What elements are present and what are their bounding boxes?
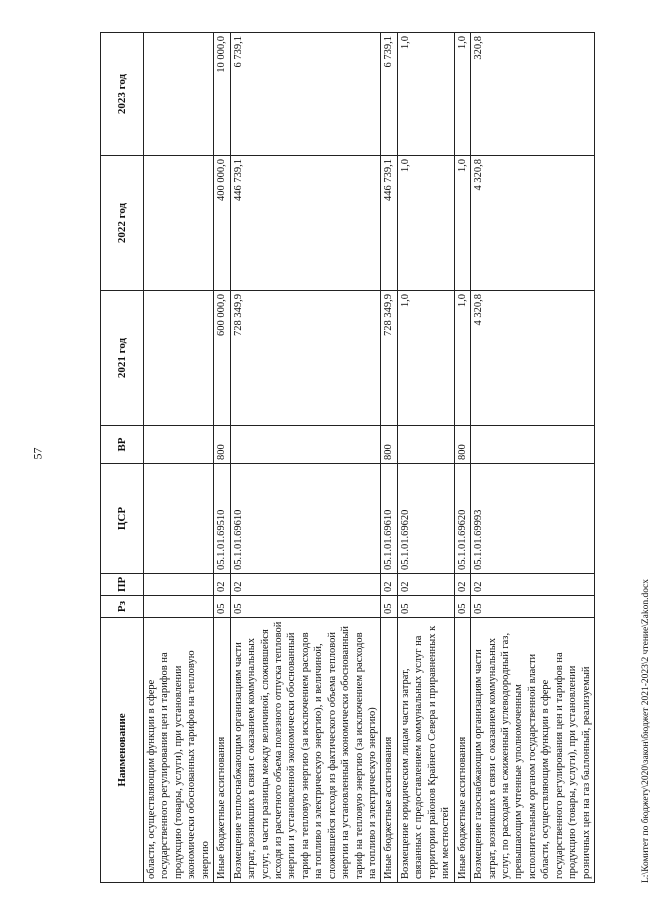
cell-csr: 05.1.01.69510 <box>214 464 230 574</box>
header-pr: ПР <box>101 574 144 596</box>
table-header-row <box>101 33 144 883</box>
cell-2021: 4 320,8 <box>471 291 595 426</box>
budget-table <box>100 32 595 883</box>
cell-csr: 05.1.01.69610 <box>381 464 397 574</box>
header-name: Наименование <box>101 618 144 883</box>
cell-rz: 05 <box>454 596 470 618</box>
cell-pr: 02 <box>454 574 470 596</box>
cell-vr: 800 <box>381 426 397 464</box>
cell-2022: 446 739,1 <box>381 156 397 291</box>
cell-name: Иные бюджетные ассигнования <box>214 618 230 883</box>
cell-rz: 05 <box>471 596 595 618</box>
header-2023: 2023 год <box>101 33 144 156</box>
rotated-table-container <box>100 33 651 883</box>
cell-csr: 05.1.01.69620 <box>454 464 470 574</box>
cell-2022: 1,0 <box>454 156 470 291</box>
cell-vr <box>230 426 381 464</box>
header-csr: ЦСР <box>101 464 144 574</box>
cell-2022 <box>144 156 214 291</box>
cell-pr: 02 <box>381 574 397 596</box>
cell-csr <box>144 464 214 574</box>
cell-rz: 05 <box>214 596 230 618</box>
cell-name: Иные бюджетные ассигнования <box>381 618 397 883</box>
cell-pr: 02 <box>397 574 454 596</box>
table-row <box>454 33 470 883</box>
cell-pr: 02 <box>214 574 230 596</box>
cell-2022: 1,0 <box>397 156 454 291</box>
table-row <box>381 33 397 883</box>
cell-vr: 800 <box>454 426 470 464</box>
cell-csr: 05.1.01.69620 <box>397 464 454 574</box>
cell-name: области, осуществляющим функции в сфере государственного регулирования цен и тарифов на продукцию (товары, услуги), при установлении экономически обоснованных тарифов на тепловую энергию <box>144 618 214 883</box>
header-rz: Рз <box>101 596 144 618</box>
cell-pr <box>144 574 214 596</box>
cell-name: Возмещение юридическим лицам части затрат, связанных с предоставлением коммунальных услуг на территории районов Крайнего Севера и приравненных к ним местностей <box>397 618 454 883</box>
cell-2023: 6 739,1 <box>381 33 397 156</box>
cell-vr <box>144 426 214 464</box>
table-row <box>471 33 595 883</box>
cell-vr: 800 <box>214 426 230 464</box>
cell-name: Возмещение теплоснабжающим организациям части затрат, возникших в связи с оказанием коммунальных услуг, в части разницы между величиной, сложившейся исходя из расчетного объема полезного отпуска тепловой энергии и установленной экономически обоснованный тариф на тепловую энергию (за исключением расходов на топливо и электрическую энергию), и величиной, сложившейся исходя из фактического объема тепловой энергии на установленный экономически обоснованный тариф на тепловую энергию (за исключением расходов на топливо и электрическую энергию) <box>230 618 381 883</box>
table-row <box>230 33 381 883</box>
cell-2023: 10 000,0 <box>214 33 230 156</box>
cell-pr: 02 <box>230 574 381 596</box>
cell-2023: 6 739,1 <box>230 33 381 156</box>
cell-name: Возмещение газоснабжающим организациям части затрат, возникших в связи с оказанием коммунальных услуг, по расходам на сжиженный углеводородный газ, превышающим учтенные уполномоченным исполнительным органом государственной власти области, осуществляющим функции в сфере государственного регулирования цен и тарифов на продукцию (товары, услуги), при установлении розничных цен на газ баллонный, реализуемый <box>471 618 595 883</box>
cell-2021: 600 000,0 <box>214 291 230 426</box>
table-row <box>214 33 230 883</box>
cell-2021 <box>144 291 214 426</box>
cell-2021: 1,0 <box>397 291 454 426</box>
cell-2023: 320,8 <box>471 33 595 156</box>
cell-2021: 1,0 <box>454 291 470 426</box>
cell-2021: 728 349,9 <box>381 291 397 426</box>
table-row <box>397 33 454 883</box>
header-vr: ВР <box>101 426 144 464</box>
cell-pr: 02 <box>471 574 595 596</box>
cell-csr: 05.1.01.69610 <box>230 464 381 574</box>
table-row <box>144 33 214 883</box>
cell-csr: 05.1.01.69993 <box>471 464 595 574</box>
page-number: 57 <box>30 447 45 460</box>
header-2022: 2022 год <box>101 156 144 291</box>
header-2021: 2021 год <box>101 291 144 426</box>
document-file-path: L:\Комитет по бюджету\2020\закон\бюджет 2021-2023\2 чтение\Zakon.docx <box>641 579 651 883</box>
cell-vr <box>471 426 595 464</box>
cell-vr <box>397 426 454 464</box>
cell-rz <box>144 596 214 618</box>
cell-2022: 400 000,0 <box>214 156 230 291</box>
cell-2021: 728 349,9 <box>230 291 381 426</box>
cell-2023 <box>144 33 214 156</box>
cell-2022: 446 739,1 <box>230 156 381 291</box>
cell-2023: 1,0 <box>454 33 470 156</box>
cell-2022: 4 320,8 <box>471 156 595 291</box>
cell-rz: 05 <box>230 596 381 618</box>
cell-name: Иные бюджетные ассигнования <box>454 618 470 883</box>
cell-2023: 1,0 <box>397 33 454 156</box>
cell-rz: 05 <box>381 596 397 618</box>
cell-rz: 05 <box>397 596 454 618</box>
